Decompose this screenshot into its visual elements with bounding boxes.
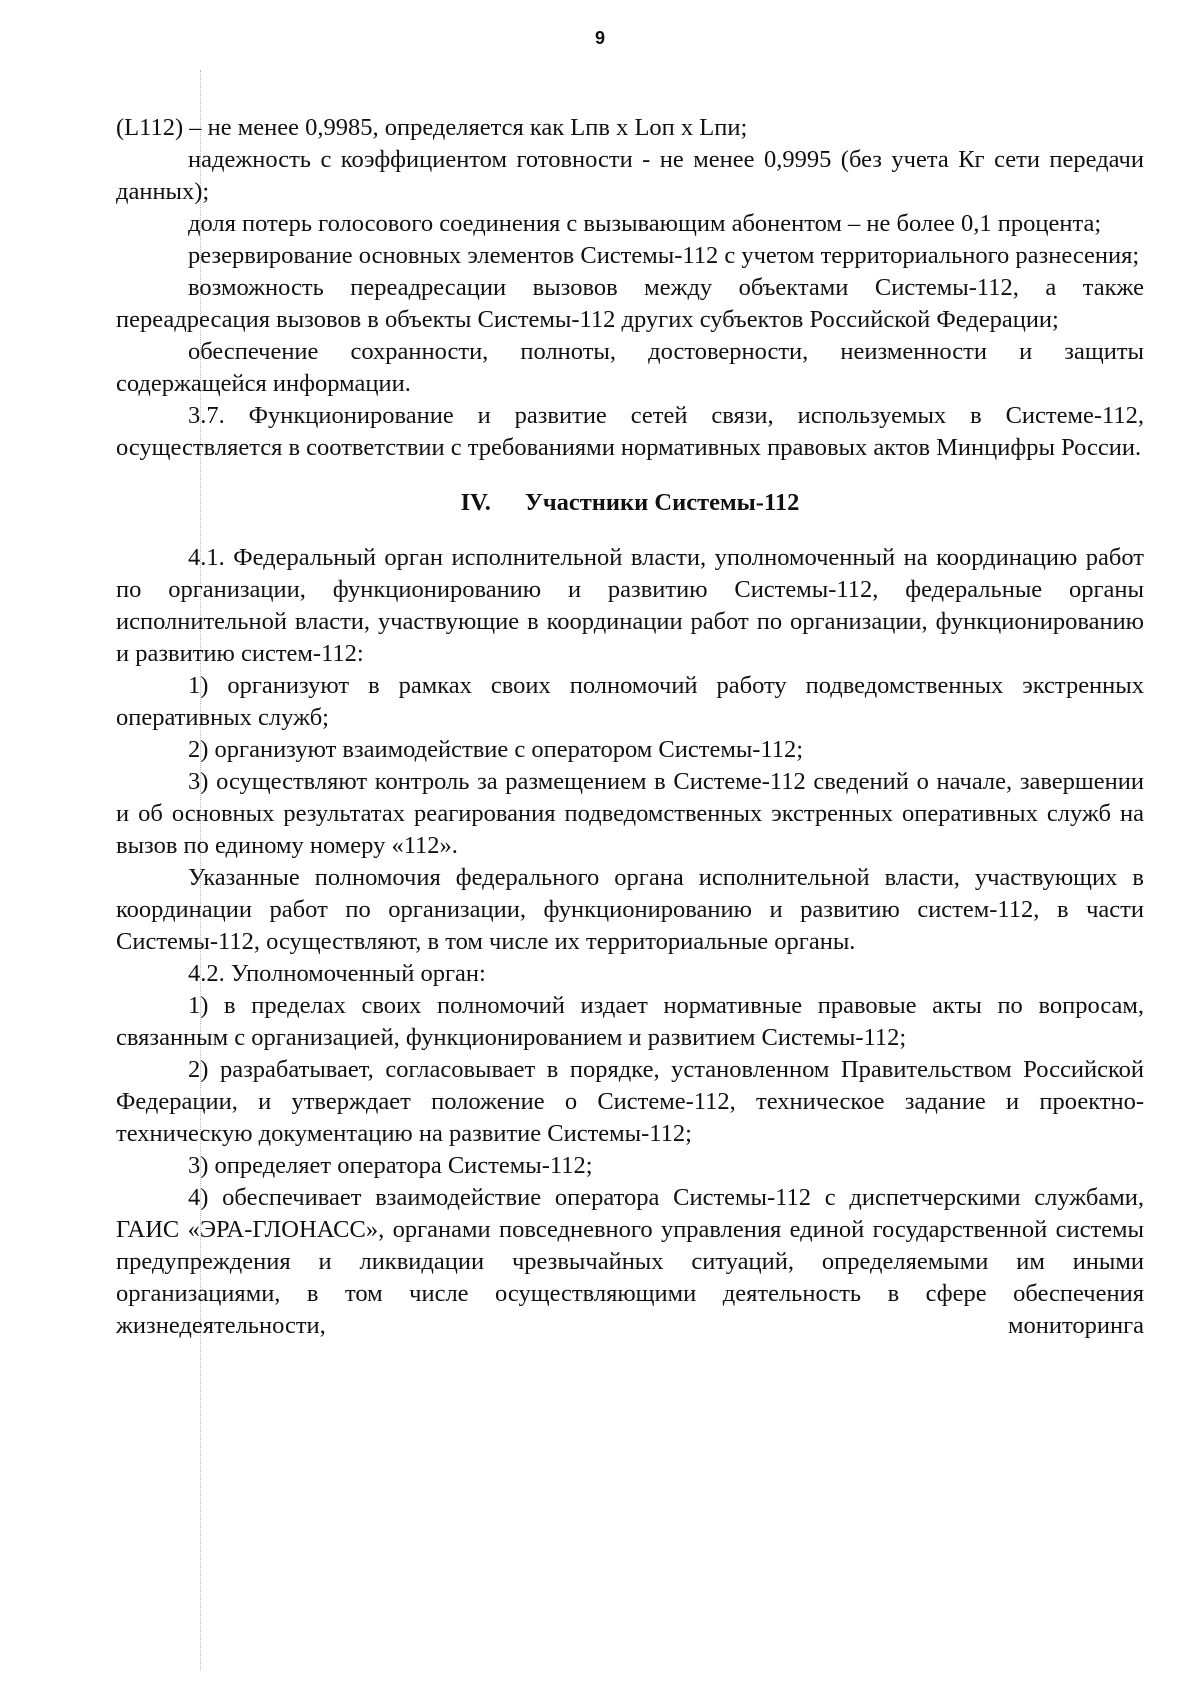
paragraph-q9: 3) определяет оператора Системы-112;: [188, 1152, 593, 1179]
paragraph-q10: 4) обеспечивает взаимодействие оператора Системы-112 с диспетчерскими службами, ГАИС «ЭРА-ГЛОНАСС», органами повседневного управления единой государственной системы предупреждения и ликвидации чрезвычайных ситуаций, определяемыми им иными организациями, в том числе осуществляющими деятельность в сфере обеспечения жизнедеятельности, мониторинга: [116, 1184, 1144, 1339]
section-heading: [116, 486, 1144, 520]
paragraph-q3: 2) организуют взаимодействие с оператором Системы-112;: [188, 736, 804, 763]
paragraph-p3: доля потерь голосового соединения с вызывающим абонентом – не более 0,1 процента;: [188, 210, 1102, 237]
paragraph-p4: резервирование основных элементов Системы-112 с учетом территориального разнесения;: [188, 242, 1140, 269]
paragraphs-before-section: [116, 112, 1144, 464]
paragraph-q8: 2) разрабатывает, согласовывает в порядке, установленном Правительством Российской Федерации, и утверждает положение о Системе-112, техническое задание и проектно-техническую документацию на развитие Системы-112;: [116, 1056, 1144, 1147]
paragraph-q6: 4.2. Уполномоченный орган:: [188, 960, 486, 987]
section-number: IV.: [460, 489, 491, 516]
paragraph-q4: 3) осуществляют контроль за размещением в Системе-112 сведений о начале, завершении и об основных результатах реагирования подведомственных экстренных оперативных служб на вызов по единому номеру «112».: [116, 768, 1144, 859]
section-title: Участники Системы-112: [524, 489, 800, 516]
document-body: [116, 112, 1144, 1342]
paragraphs-after-section: [116, 542, 1144, 1342]
page-number: 9: [594, 28, 605, 48]
paragraph-p5: возможность переадресации вызовов между объектами Системы-112, а также переадресация вызовов в объекты Системы-112 других субъектов Российской Федерации;: [116, 274, 1144, 333]
paragraph-p1: (L112) – не менее 0,9985, определяется как Lпв x Lоп x Lпи;: [116, 114, 748, 141]
paragraph-q1: 4.1. Федеральный орган исполнительной власти, уполномоченный на координацию работ по организации, функционированию и развитию Системы-112, федеральные органы исполнительной власти, участвующие в координации работ по организации, функционированию и развитию систем-112:: [116, 544, 1144, 667]
paragraph-q2: 1) организуют в рамках своих полномочий работу подведомственных экстренных оперативных служб;: [116, 672, 1144, 731]
paragraph-p7: 3.7. Функционирование и развитие сетей связи, используемых в Системе-112, осуществляется в соответствии с требованиями нормативных правовых актов Минцифры России.: [116, 402, 1144, 461]
paragraph-q7: 1) в пределах своих полномочий издает нормативные правовые акты по вопросам, связанным с организацией, функционированием и развитием Системы-112;: [116, 992, 1144, 1051]
paragraph-q5: Указанные полномочия федерального органа исполнительной власти, участвующих в координации работ по организации, функционированию и развитию систем-112, в части Системы-112, осуществляют, в том числе их территориальные органы.: [116, 864, 1144, 955]
paragraph-p6: обеспечение сохранности, полноты, достоверности, неизменности и защиты содержащейся информации.: [116, 338, 1144, 397]
paragraph-p2: надежность с коэффициентом готовности - не менее 0,9995 (без учета Кг сети передачи данных);: [116, 146, 1144, 205]
